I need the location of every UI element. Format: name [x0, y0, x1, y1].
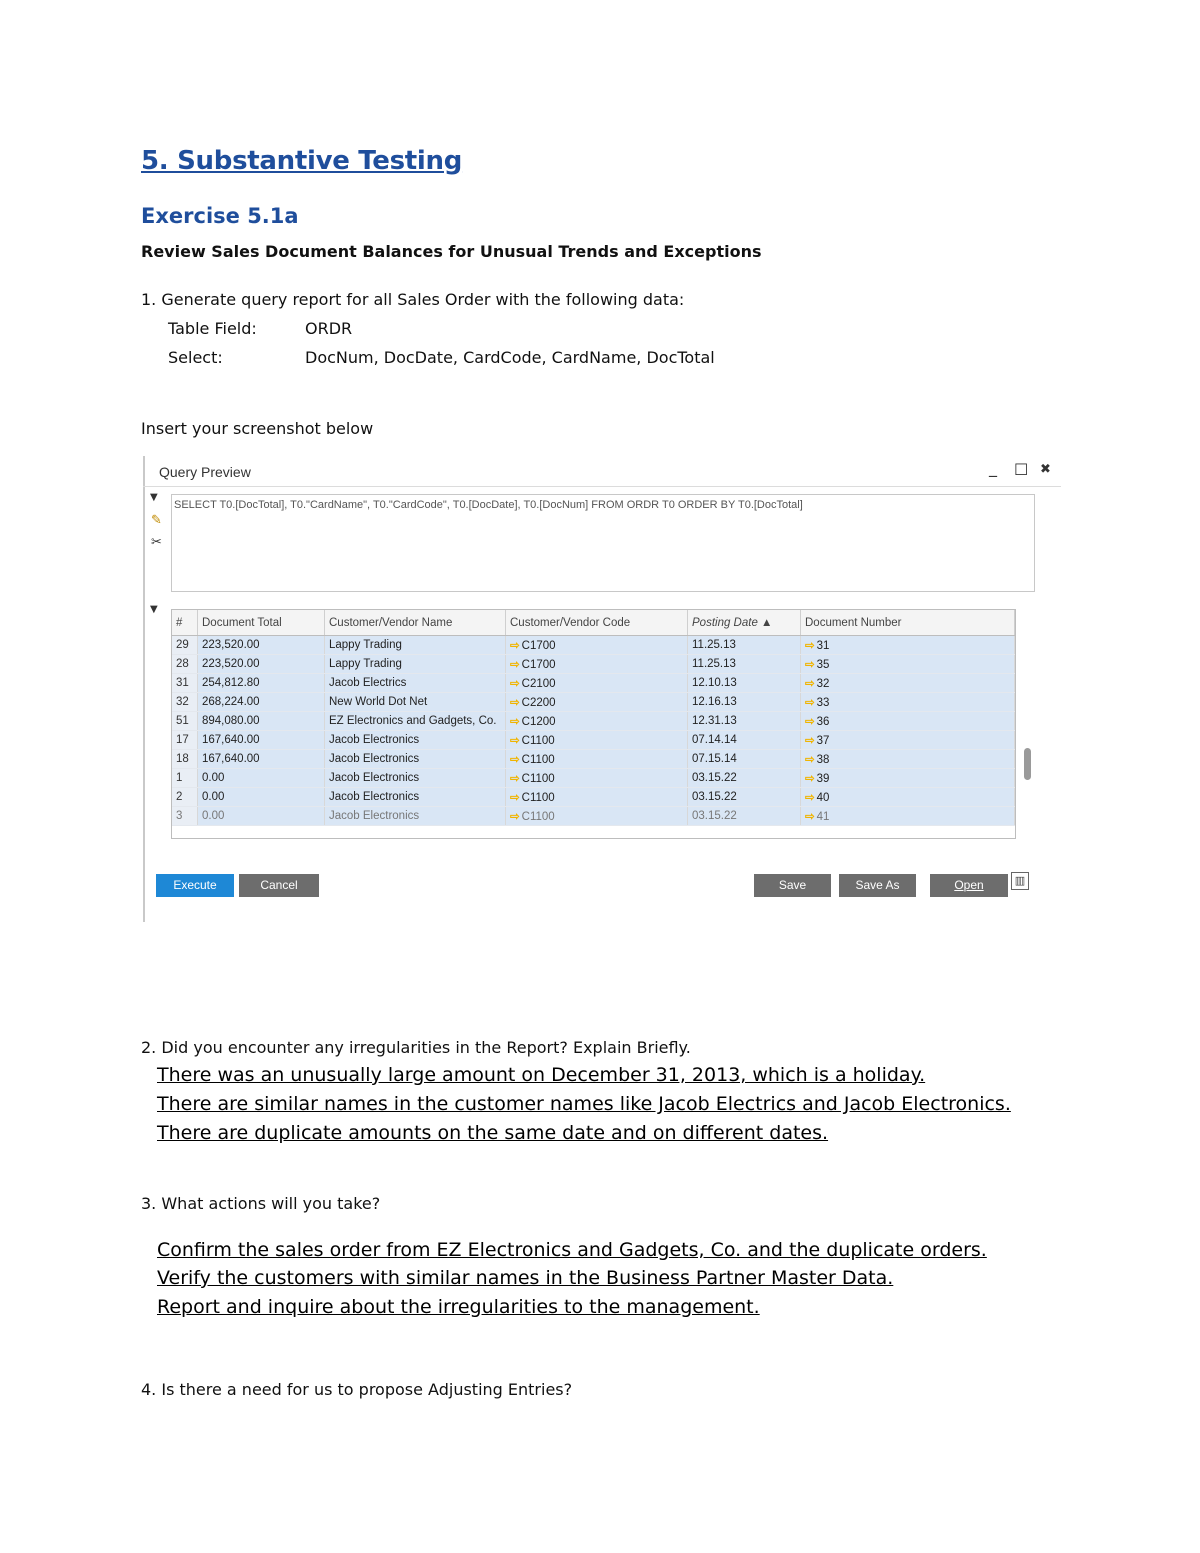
row-index	[172, 674, 198, 693]
cell-customer-code-text: C1100	[521, 811, 555, 823]
table-row[interactable]	[172, 712, 1015, 731]
cell-customer-code-text: C1100	[521, 773, 555, 785]
cell-posting-date	[688, 712, 801, 731]
section-heading: 5. Substantive Testing	[141, 146, 463, 176]
cell-customer-code-text: C1100	[521, 792, 555, 804]
row-index	[172, 769, 198, 788]
link-arrow-icon[interactable]: ⇨	[805, 811, 815, 823]
exercise-subtitle: Review Sales Document Balances for Unusual Trends and Exceptions	[141, 242, 762, 261]
grid-scrollbar[interactable]	[1020, 609, 1030, 837]
cell-customer-name	[325, 636, 506, 655]
results-grid	[171, 609, 1016, 839]
maximize-button[interactable]: ☐	[1014, 460, 1029, 479]
cell-document-number[interactable]	[801, 712, 1015, 731]
answer-3-line-3: Report and inquire about the irregularities to the management.	[157, 1296, 760, 1318]
minimize-button[interactable]: _	[989, 458, 997, 477]
cell-document-number[interactable]	[801, 674, 1015, 693]
column-header-index[interactable]: #	[172, 610, 198, 636]
link-arrow-icon[interactable]: ⇨	[510, 659, 520, 671]
row-index	[172, 712, 198, 731]
cell-posting-date-text: 03.15.22	[692, 810, 737, 822]
cell-posting-date-text: 12.10.13	[692, 677, 737, 689]
cell-document-total	[198, 731, 325, 750]
save-button[interactable]: Save	[754, 874, 831, 897]
cell-document-number[interactable]	[801, 750, 1015, 769]
question-3: 3. What actions will you take?	[141, 1194, 381, 1213]
query-preview-window	[143, 456, 1063, 922]
link-arrow-icon[interactable]: ⇨	[510, 697, 520, 709]
cell-customer-code[interactable]	[506, 788, 688, 807]
cell-customer-name	[325, 693, 506, 712]
row-index-text: 29	[176, 639, 189, 651]
link-arrow-icon[interactable]: ⇨	[510, 754, 520, 766]
cell-document-number[interactable]	[801, 693, 1015, 712]
cell-document-number-text: 40	[816, 792, 830, 804]
cell-document-number-text: 33	[816, 697, 830, 709]
link-arrow-icon[interactable]: ⇨	[805, 678, 815, 690]
cell-document-number[interactable]	[801, 731, 1015, 750]
link-arrow-icon[interactable]: ⇨	[805, 716, 815, 728]
chart-icon[interactable]: ▥	[1011, 872, 1029, 890]
cell-customer-name-text: Jacob Electronics	[329, 810, 420, 822]
cell-posting-date-text: 03.15.22	[692, 791, 737, 803]
cell-customer-code[interactable]	[506, 636, 688, 655]
cell-document-total-text: 0.00	[202, 810, 225, 822]
table-field-value: ORDR	[305, 319, 353, 338]
row-index-text: 28	[176, 658, 189, 670]
row-index	[172, 636, 198, 655]
link-arrow-icon[interactable]: ⇨	[805, 792, 815, 804]
collapse-triangle-icon[interactable]: ▼	[150, 492, 158, 503]
cell-document-total-text: 268,224.00	[202, 696, 260, 708]
cell-document-total	[198, 788, 325, 807]
table-row[interactable]	[172, 674, 1015, 693]
cell-document-number-text: 31	[816, 640, 830, 652]
table-row[interactable]	[172, 636, 1015, 655]
cell-customer-name	[325, 674, 506, 693]
row-index-text: 1	[176, 772, 183, 784]
cell-document-total	[198, 693, 325, 712]
cell-customer-name-text: EZ Electronics and Gadgets, Co.	[329, 715, 497, 727]
select-value: DocNum, DocDate, CardCode, CardName, DocTotal	[305, 348, 715, 367]
table-row[interactable]	[172, 655, 1015, 674]
cell-document-total	[198, 712, 325, 731]
link-arrow-icon[interactable]: ⇨	[805, 659, 815, 671]
link-arrow-icon[interactable]: ⇨	[510, 640, 520, 652]
cell-document-total	[198, 807, 325, 826]
cell-customer-code[interactable]	[506, 807, 688, 826]
row-index	[172, 807, 198, 826]
link-arrow-icon[interactable]: ⇨	[510, 773, 520, 785]
cell-customer-name-text: New World Dot Net	[329, 696, 428, 708]
cell-document-total-text: 223,520.00	[202, 658, 260, 670]
cell-customer-code-text: C1100	[521, 735, 555, 747]
link-arrow-icon[interactable]: ⇨	[805, 640, 815, 652]
window-border	[143, 456, 145, 922]
cell-customer-code-text: C2200	[521, 697, 556, 709]
cell-customer-code[interactable]	[506, 655, 688, 674]
results-collapse-triangle-icon[interactable]: ▼	[150, 604, 158, 615]
question-4: 4. Is there a need for us to propose Adjusting Entries?	[141, 1380, 573, 1399]
row-index	[172, 655, 198, 674]
column-header-posting-date[interactable]: Posting Date ▲	[688, 610, 801, 636]
row-index-text: 17	[176, 734, 189, 746]
table-row[interactable]	[172, 807, 1015, 826]
cell-document-total-text: 0.00	[202, 791, 225, 803]
row-index-text: 51	[176, 715, 189, 727]
cell-customer-name-text: Jacob Electrics	[329, 677, 407, 689]
table-row[interactable]	[172, 731, 1015, 750]
cell-document-total	[198, 655, 325, 674]
cancel-button[interactable]: Cancel	[239, 874, 319, 897]
cell-document-number-text: 32	[816, 678, 830, 690]
window-title: Query Preview	[159, 464, 251, 480]
cell-customer-name	[325, 712, 506, 731]
cell-customer-code[interactable]	[506, 750, 688, 769]
cell-posting-date	[688, 655, 801, 674]
cell-customer-name	[325, 807, 506, 826]
table-row[interactable]	[172, 788, 1015, 807]
column-header-document-number[interactable]: Document Number	[801, 610, 1015, 636]
cell-posting-date	[688, 769, 801, 788]
execute-button[interactable]: Execute	[156, 874, 234, 897]
close-button[interactable]: ✖	[1040, 462, 1051, 477]
link-arrow-icon[interactable]: ⇨	[805, 773, 815, 785]
answer-2-line-1: There was an unusually large amount on December 31, 2013, which is a holiday.	[157, 1064, 926, 1086]
cell-customer-code-text: C1700	[521, 640, 556, 652]
row-index	[172, 731, 198, 750]
cell-document-number[interactable]	[801, 788, 1015, 807]
cell-customer-name	[325, 731, 506, 750]
cell-customer-name-text: Jacob Electronics	[329, 734, 420, 746]
link-arrow-icon[interactable]: ⇨	[510, 716, 520, 728]
row-index	[172, 788, 198, 807]
column-header-customer-name[interactable]: Customer/Vendor Name	[325, 610, 506, 636]
answer-2-line-2: There are similar names in the customer names like Jacob Electrics and Jacob Electronics.	[157, 1093, 1011, 1115]
title-divider	[143, 486, 1061, 487]
cell-posting-date	[688, 788, 801, 807]
cell-document-number-text: 39	[816, 773, 830, 785]
cell-document-number[interactable]	[801, 769, 1015, 788]
cell-customer-name-text: Jacob Electronics	[329, 791, 420, 803]
link-arrow-icon[interactable]: ⇨	[805, 697, 815, 709]
cell-document-total	[198, 636, 325, 655]
cell-document-number[interactable]	[801, 655, 1015, 674]
cell-customer-code[interactable]	[506, 769, 688, 788]
row-index-text: 32	[176, 696, 189, 708]
cell-document-number-text: 35	[816, 659, 830, 671]
cell-document-total-text: 223,520.00	[202, 639, 260, 651]
grid-scrollbar-thumb[interactable]	[1024, 748, 1031, 780]
row-index	[172, 750, 198, 769]
cell-customer-code[interactable]	[506, 731, 688, 750]
link-arrow-icon[interactable]: ⇨	[805, 754, 815, 766]
select-label: Select:	[168, 348, 223, 367]
cell-document-total-text: 894,080.00	[202, 715, 260, 727]
question-1: 1. Generate query report for all Sales Order with the following data:	[141, 290, 685, 309]
pencil-icon[interactable]: ✎	[151, 513, 162, 528]
question-2: 2. Did you encounter any irregularities in the Report? Explain Briefly.	[141, 1038, 691, 1057]
cell-customer-code-text: C2100	[521, 678, 556, 690]
cell-customer-code-text: C1100	[521, 754, 555, 766]
table-row[interactable]	[172, 769, 1015, 788]
cell-posting-date-text: 03.15.22	[692, 772, 737, 784]
cell-posting-date	[688, 674, 801, 693]
row-index-text: 3	[176, 810, 183, 822]
cell-posting-date-text: 12.16.13	[692, 696, 737, 708]
row-index-text: 2	[176, 791, 183, 803]
cell-posting-date-text: 12.31.13	[692, 715, 737, 727]
cell-posting-date	[688, 636, 801, 655]
cell-document-number-text: 37	[816, 735, 830, 747]
cell-customer-code[interactable]	[506, 712, 688, 731]
cell-customer-name-text: Lappy Trading	[329, 639, 402, 651]
row-index-text: 18	[176, 753, 189, 765]
cell-customer-name	[325, 769, 506, 788]
sql-query-text: SELECT T0.[DocTotal], T0."CardName", T0."CardCode", T0.[DocDate], T0.[DocNum] FROM ORDR T0 ORDER BY T0.[DocTotal]	[174, 499, 803, 511]
cell-posting-date-text: 07.14.14	[692, 734, 737, 746]
cell-posting-date-text: 11.25.13	[692, 639, 736, 651]
cell-document-total-text: 167,640.00	[202, 734, 260, 746]
cell-customer-code[interactable]	[506, 674, 688, 693]
table-row[interactable]	[172, 750, 1015, 769]
answer-3-line-2: Verify the customers with similar names in the Business Partner Master Data.	[157, 1267, 894, 1289]
cell-posting-date	[688, 750, 801, 769]
cell-customer-code-text: C1200	[521, 716, 556, 728]
link-arrow-icon[interactable]: ⇨	[510, 792, 520, 804]
cell-posting-date-text: 07.15.14	[692, 753, 737, 765]
cell-document-number[interactable]	[801, 807, 1015, 826]
cell-document-number-text: 38	[816, 754, 830, 766]
link-arrow-icon[interactable]: ⇨	[805, 735, 815, 747]
row-index	[172, 693, 198, 712]
cell-document-total-text: 254,812.80	[202, 677, 260, 689]
cell-document-total-text: 167,640.00	[202, 753, 260, 765]
link-arrow-icon[interactable]: ⇨	[510, 811, 520, 823]
cell-customer-name	[325, 655, 506, 674]
cell-customer-code-text: C1700	[521, 659, 556, 671]
cell-document-total	[198, 674, 325, 693]
row-index-text: 31	[176, 677, 189, 689]
exercise-heading: Exercise 5.1a	[141, 204, 299, 228]
tools-icon[interactable]: ✂	[151, 535, 162, 550]
open-button[interactable]: Open	[930, 874, 1008, 897]
cell-customer-name-text: Jacob Electronics	[329, 772, 420, 784]
table-field-label: Table Field:	[168, 319, 257, 338]
column-header-document-total[interactable]: Document Total	[198, 610, 325, 636]
column-header-customer-code[interactable]: Customer/Vendor Code	[506, 610, 688, 636]
table-row[interactable]	[172, 693, 1015, 712]
answer-3-line-1: Confirm the sales order from EZ Electronics and Gadgets, Co. and the duplicate orders.	[157, 1239, 987, 1261]
save-as-button[interactable]: Save As	[839, 874, 916, 897]
cell-document-number-text: 41	[816, 811, 830, 823]
cell-customer-name	[325, 750, 506, 769]
sql-editor[interactable]	[171, 494, 1035, 592]
cell-customer-code[interactable]	[506, 693, 688, 712]
cell-document-total-text: 0.00	[202, 772, 225, 784]
cell-document-number-text: 36	[816, 716, 830, 728]
link-arrow-icon[interactable]: ⇨	[510, 678, 520, 690]
cell-document-total	[198, 769, 325, 788]
cell-customer-name	[325, 788, 506, 807]
cell-customer-name-text: Lappy Trading	[329, 658, 402, 670]
cell-posting-date	[688, 731, 801, 750]
answer-2-line-3: There are duplicate amounts on the same date and on different dates.	[157, 1122, 829, 1144]
cell-document-total	[198, 750, 325, 769]
cell-customer-name-text: Jacob Electronics	[329, 753, 420, 765]
cell-posting-date-text: 11.25.13	[692, 658, 736, 670]
link-arrow-icon[interactable]: ⇨	[510, 735, 520, 747]
cell-posting-date	[688, 807, 801, 826]
cell-posting-date	[688, 693, 801, 712]
cell-document-number[interactable]	[801, 636, 1015, 655]
insert-screenshot-text: Insert your screenshot below	[141, 419, 374, 438]
